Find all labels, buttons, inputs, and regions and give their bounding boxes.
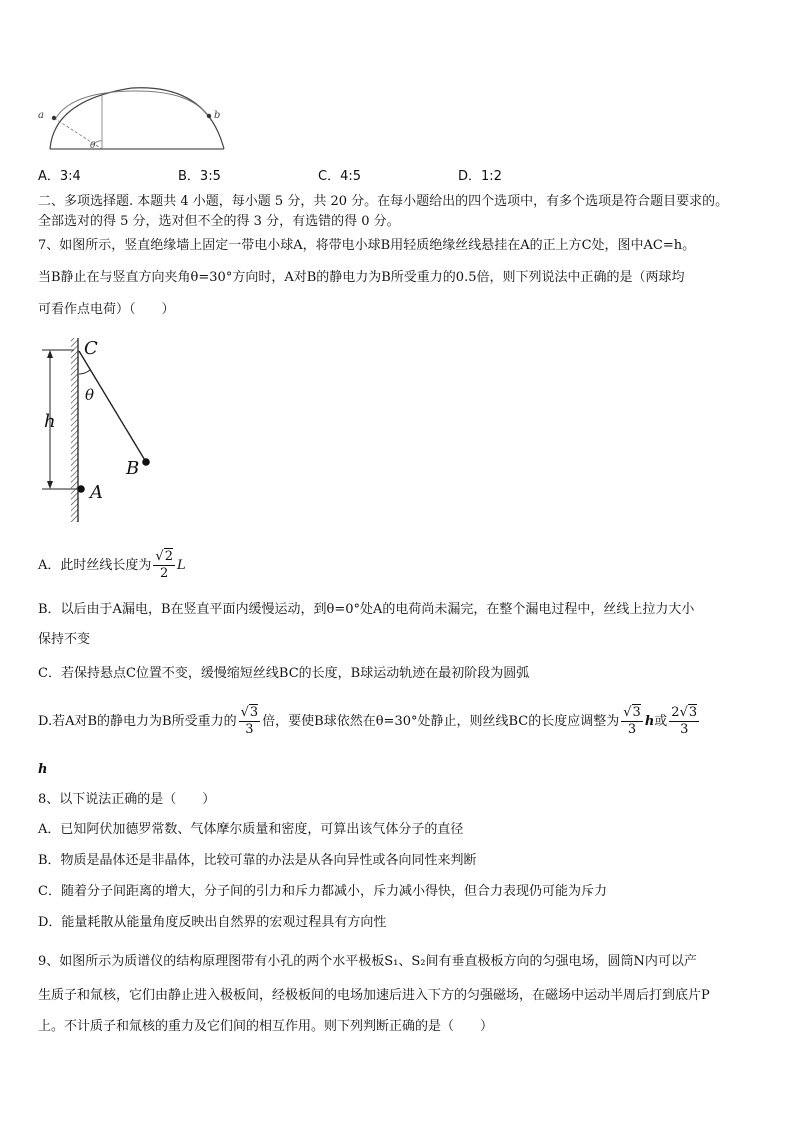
fraction-sqrt3-over-3-a: $\frac{√3}{3}$: [240, 705, 259, 737]
q7-option-a: A．此时丝线长度为 $\frac{√2}{2}$ L: [38, 549, 186, 581]
q7-figure: [38, 334, 168, 524]
choice-d: D．1:2: [458, 169, 502, 184]
label-theta: θ: [90, 141, 96, 151]
choice-a: A．3:4: [38, 169, 81, 184]
q8-option-a: A．已知阿伏加德罗常数、气体摩尔质量和密度，可算出该气体分子的直径: [38, 822, 464, 837]
ball-b: [142, 458, 150, 466]
section2-line2: 全部选对的得 5 分，选对但不全的得 3 分，有选错的得 0 分。: [38, 214, 400, 229]
q7-option-b-line2: 保持不变: [38, 632, 91, 647]
q8-option-b: B．物质是晶体还是非晶体，比较可靠的办法是从各向异性或各向同性来判断: [38, 853, 477, 868]
top-choices: [38, 165, 598, 184]
q8-option-d: D．能量耗散从能量角度反映出自然界的宏观过程具有方向性: [38, 915, 387, 930]
fraction-2sqrt3-over-3: $\frac{2√3}{3}$: [671, 705, 698, 737]
label-h: h: [44, 411, 56, 432]
label-b: b: [214, 110, 221, 121]
ball-a: [77, 485, 85, 493]
q7-option-d: D.若A对B的静电力为B所受重力的 $\frac{√3}{3}$ 倍，要使B球依然在θ=30°处静止，则丝线BC的长度应调整为 $\frac{√3}{3}$ h或 $\frac{2√3}{3}$: [38, 705, 698, 737]
q7-option-c: C．若保持悬点C位置不变，缓慢缩短丝线BC的长度，B球运动轨迹在最初阶段为圆弧: [38, 666, 530, 681]
point-a: [52, 116, 56, 120]
fraction-sqrt3-over-3-b: $\frac{√3}{3}$: [623, 705, 641, 737]
thread-bc: [79, 351, 146, 462]
label-c: C: [84, 338, 98, 359]
label-b-q7: B: [126, 458, 140, 479]
q8-option-c: C．随着分子间距离的增大，分子间的引力和斥力都减小，斥力减小得快，但合力表现仍可能为斥力: [38, 884, 607, 899]
section2-line1: 二、多项选择题. 本题共 4 小题，每小题 5 分，共 20 分。在每小题给出的四个选项中，有多个选项是符合题目要求的。: [38, 194, 729, 209]
arc-figure: [32, 80, 232, 152]
q7-line2: 当B静止在与竖直方向夹角θ=30°方向时，A对B的静电力为B所受重力的0.5倍，则下列说法中正确的是（两球均: [38, 270, 685, 285]
choice-c: C．4:5: [318, 169, 361, 184]
fraction-sqrt2-over-2: $\frac{√2}{2}$: [155, 549, 173, 581]
label-a-q7: A: [90, 482, 103, 503]
choice-b: B．3:5: [178, 169, 221, 184]
wall: [71, 338, 78, 522]
q7-line1: 7、如图所示，竖直绝缘墙上固定一带电小球A，将带电小球B用轻质绝缘丝线悬挂在A的正上方C处，图中AC=h。: [38, 238, 696, 253]
label-theta-q7: θ: [85, 386, 95, 404]
label-a: a: [38, 110, 44, 121]
q7-line3: 可看作点电荷）（ ）: [38, 302, 175, 317]
q9-line2: 生质子和氚核，它们由静止进入极板间，经极板间的电场加速后进入下方的匀强磁场，在磁场中运动半周后打到底片P: [38, 988, 710, 1003]
q9-line3: 上。不计质子和氚核的重力及它们间的相互作用。则下列判断正确的是（ ）: [38, 1019, 494, 1034]
q9-line1: 9、如图所示为质谱仪的结构原理图带有小孔的两个水平极板S₁、S₂间有垂直极板方向的匀强电场，圆筒N内可以产: [38, 954, 697, 969]
point-b: [207, 114, 211, 118]
q8-stem: 8、以下说法正确的是（ ）: [38, 792, 216, 807]
q7-option-d-h: h: [38, 762, 48, 777]
q7-option-b-line1: B．以后由于A漏电，B在竖直平面内缓慢运动，到θ=0°处A的电荷尚未漏完，在整个漏电过程中，丝线上拉力大小: [38, 602, 695, 617]
